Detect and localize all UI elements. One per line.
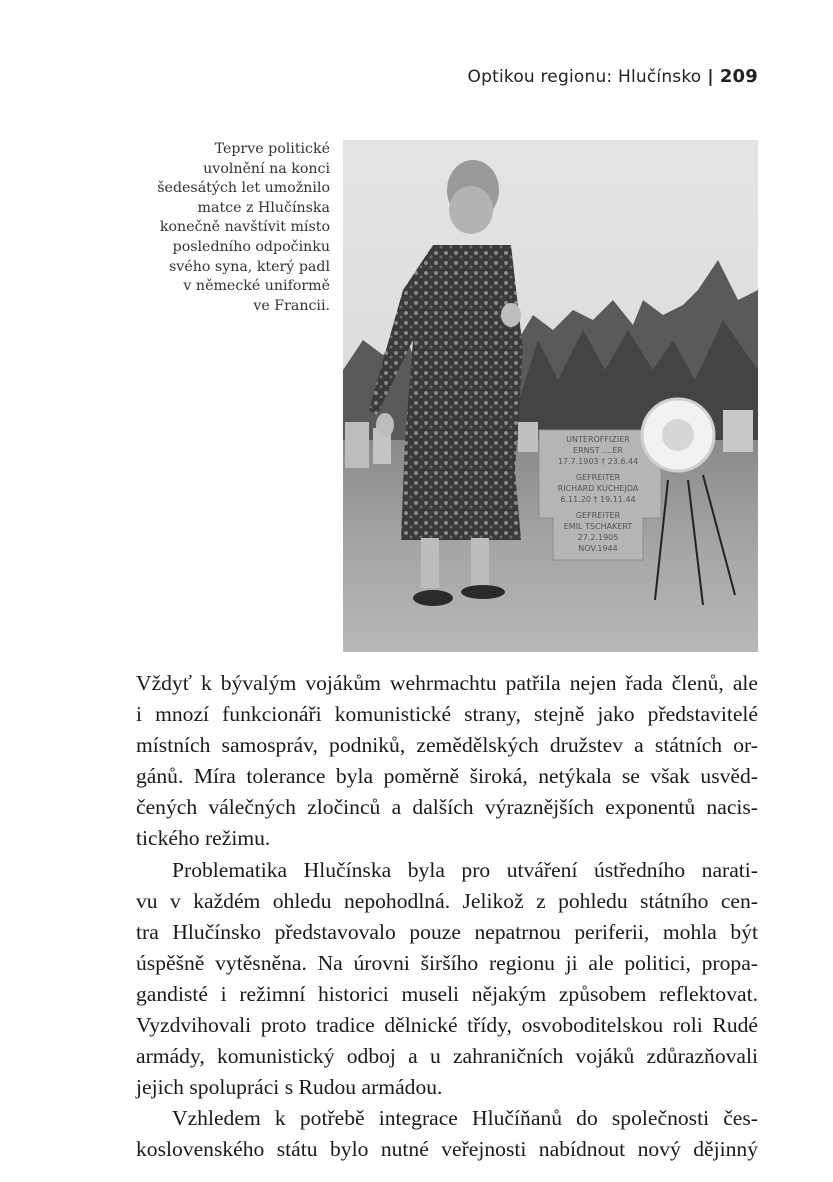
caption-line: v německé uniformě — [183, 278, 330, 295]
running-head-title: Optikou regionu: Hlučínsko — [467, 67, 702, 87]
text-line: místních samospráv, podniků, zemědělských družstev a státních or- — [136, 733, 758, 758]
text-line: jejich spolupráci s Rudou armádou. — [136, 1075, 443, 1100]
text-line: koslovenského státu bylo nutné veřejnosti nabídnout nový dějinný — [136, 1137, 758, 1162]
running-head — [468, 66, 758, 87]
text-line: armády, komunistický odboj a u zahraničních vojáků zdůrazňovali — [136, 1044, 758, 1069]
svg-text:GEFREITER: GEFREITER — [575, 473, 621, 482]
svg-text:RICHARD KUCHEJDA: RICHARD KUCHEJDA — [557, 484, 639, 493]
cemetery-photo — [343, 140, 758, 652]
text-line: Vzhledem k potřebě integrace Hlučíňanů do společnosti čes- — [172, 1106, 758, 1131]
caption-line: šedesátých let umožnilo — [157, 180, 330, 197]
text-line: vu v každém ohledu nepohodlná. Jelikož z pohledu státního cen- — [136, 888, 758, 913]
text-line: i mnozí funkcionáři komunistické strany, stejně jako představitelé — [136, 702, 758, 727]
svg-text:6.11.20 † 19.11.44: 6.11.20 † 19.11.44 — [560, 495, 636, 504]
text-line: gandisté i režimní historici museli nějakým způsobem reflektovat. — [136, 981, 758, 1006]
caption-line: konečně navštívit místo — [159, 219, 330, 236]
running-head-separator: | — [707, 67, 714, 87]
caption-line: Teprve politické — [214, 141, 330, 157]
text-line: Vyzdvihovali proto tradice dělnické třídy, osvoboditelskou roli Rudé — [136, 1013, 758, 1038]
figure-caption — [150, 140, 330, 316]
photo-illustration — [343, 140, 758, 652]
page-number: 209 — [719, 66, 758, 87]
svg-text:ERNST ....ER: ERNST ....ER — [573, 446, 623, 455]
text-line: úspěšně vytěsněna. Na úrovni širšího regionu ji ale politici, propa- — [136, 950, 758, 975]
svg-text:GEFREITER: GEFREITER — [575, 511, 621, 520]
caption-line: ve Francii. — [253, 297, 330, 314]
svg-text:17.7.1903 † 23.6.44: 17.7.1903 † 23.6.44 — [557, 457, 639, 466]
text-line: tického režimu. — [136, 826, 271, 851]
text-line: tra Hlučínsko představovalo pouze nepatrnou periferii, mohla být — [136, 919, 758, 944]
text-line: gánů. Míra tolerance byla poměrně široká, netýkala se však usvěd- — [136, 764, 758, 789]
svg-text:EMIL TSCHAKERT: EMIL TSCHAKERT — [563, 522, 633, 531]
svg-text:UNTEROFFIZIER: UNTEROFFIZIER — [566, 435, 630, 444]
text-line: Problematika Hlučínska byla pro utváření ústředního narati- — [172, 857, 758, 882]
caption-line: svého syna, který padl — [169, 258, 330, 275]
text-line: Vždyť k bývalým vojákům wehrmachtu patřila nejen řada členů, ale — [136, 671, 758, 695]
caption-line: matce z Hlučínska — [197, 199, 330, 216]
svg-text:27.2.1905: 27.2.1905 — [577, 533, 619, 542]
caption-line: posledního odpočinku — [172, 238, 330, 255]
text-line: čených válečných zločinců a dalších výraznějších exponentů nacis- — [136, 795, 758, 820]
caption-line: uvolnění na konci — [203, 160, 330, 177]
svg-text:NOV.1944: NOV.1944 — [578, 544, 618, 553]
body-text — [136, 668, 758, 1166]
